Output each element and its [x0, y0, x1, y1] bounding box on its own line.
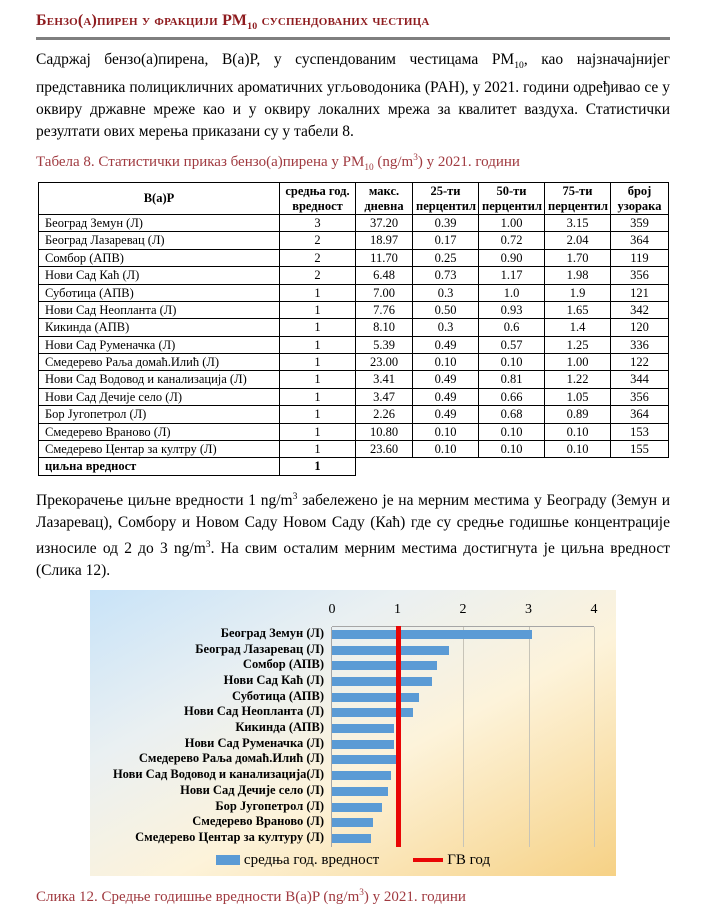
table-row [39, 336, 669, 353]
table-row [39, 371, 669, 388]
value-cell: 3.41 [356, 371, 413, 388]
after-table-paragraph [36, 486, 670, 582]
empty-cell [413, 458, 479, 475]
axis-tick-label: 3 [525, 601, 532, 617]
station-name-cell: Нови Сад Дечије село (Л) [39, 388, 280, 405]
value-cell: 0.81 [479, 371, 545, 388]
station-name-cell: Београд Лазаревац (Л) [39, 232, 280, 249]
figure-caption [36, 888, 670, 906]
gridline [594, 627, 595, 847]
target-label-cell: циљна вредност [39, 458, 280, 475]
legend-reference-item [413, 852, 490, 869]
value-cell: 0.73 [413, 267, 479, 284]
intro-text-end: , као најзначајнијег представника полицикличних ароматичних угљоводоника (PAH), у 2021. години одређивао се у оквиру државне мреже као и у оквиру локалних мрежа за квалитет ваздуха. Статистички резултати ових мерења приказани су у табели 8. [36, 51, 670, 141]
page-title-subscript: 10 [247, 21, 258, 33]
value-cell: 1.05 [545, 388, 611, 405]
empty-cell [545, 458, 611, 475]
value-cell: 0.39 [413, 215, 479, 232]
header-p25: 25-ти перцентил [413, 183, 479, 215]
value-cell: 0.89 [545, 406, 611, 423]
chart-bar-row [332, 768, 594, 784]
value-cell: 5.39 [356, 336, 413, 353]
after-table-text-3: . На свим осталим мерним местима достигнута је циљна вредност (Слика 12). [36, 539, 670, 579]
table-caption-mid: (ng/m [373, 154, 414, 171]
chart-category-label: Београд Лазаревац (Л) [195, 641, 324, 656]
value-cell: 1.25 [545, 336, 611, 353]
chart-category-label: Смедерево Центар за културу (Л) [135, 829, 324, 844]
chart-category-label: Нови Сад Руменачка (Л) [184, 735, 324, 750]
chart-category-label: Нови Сад Дечије село (Л) [180, 782, 324, 797]
table-caption-superscript: 3 [413, 153, 418, 164]
value-cell: 0.10 [413, 354, 479, 371]
value-cell: 2.26 [356, 406, 413, 423]
figure-caption-text: Слика 12. Средње годишње вредности B(a)P (ng/m [36, 888, 360, 905]
legend-series-item [216, 852, 379, 869]
value-cell: 0.49 [413, 388, 479, 405]
value-cell: 0.10 [545, 423, 611, 440]
page-title [36, 12, 670, 32]
chart-bar [332, 787, 388, 796]
value-cell: 0.6 [479, 319, 545, 336]
station-name-cell: Сомбор (АПВ) [39, 249, 280, 266]
chart-bar [332, 740, 394, 749]
chart-bar [332, 693, 419, 702]
table-row [39, 284, 669, 301]
value-cell: 2.04 [545, 232, 611, 249]
ngm3-superscript-1: 3 [292, 490, 298, 502]
value-cell: 120 [611, 319, 669, 336]
value-cell: 11.70 [356, 249, 413, 266]
chart-category-label: Кикинда (АПВ) [235, 720, 324, 735]
value-cell: 0.57 [479, 336, 545, 353]
value-cell: 1 [280, 423, 356, 440]
intro-paragraph [36, 49, 670, 143]
intro-text: Садржај бензо(а)пирена, B(a)P, у суспендованим честицама РМ [36, 51, 515, 69]
station-name-cell: Нови Сад Водовод и канализација (Л) [39, 371, 280, 388]
value-cell: 2 [280, 267, 356, 284]
empty-cell [479, 458, 545, 475]
value-cell: 359 [611, 215, 669, 232]
value-cell: 2 [280, 249, 356, 266]
value-cell: 1.00 [545, 354, 611, 371]
chart-bar [332, 630, 532, 639]
chart-bar-row [332, 643, 594, 659]
chart-category-label: Суботица (АПВ) [232, 688, 324, 703]
page-title-text: Бензо(а)пирен у фракцији РМ [36, 12, 248, 29]
value-cell: 1.17 [479, 267, 545, 284]
chart-bar-row [332, 627, 594, 643]
figure-caption-superscript: 3 [359, 887, 364, 898]
value-cell: 6.48 [356, 267, 413, 284]
legend-reference-label: ГВ год [447, 851, 491, 868]
value-cell: 1 [280, 354, 356, 371]
value-cell: 0.93 [479, 301, 545, 318]
value-cell: 0.66 [479, 388, 545, 405]
value-cell: 0.49 [413, 371, 479, 388]
value-cell: 364 [611, 406, 669, 423]
header-annual-mean: средња год. вредност [280, 183, 356, 215]
table-row [39, 267, 669, 284]
value-cell: 0.50 [413, 301, 479, 318]
chart-bar-row [332, 721, 594, 737]
chart-plot-area [332, 626, 594, 847]
value-cell: 119 [611, 249, 669, 266]
chart-bar-row [332, 690, 594, 706]
value-cell: 122 [611, 354, 669, 371]
chart-category-label: Сомбор (АПВ) [242, 657, 324, 672]
value-cell: 3.47 [356, 388, 413, 405]
station-name-cell: Смедерево Центар за култру (Л) [39, 440, 280, 457]
value-cell: 37.20 [356, 215, 413, 232]
value-cell: 23.00 [356, 354, 413, 371]
header-p50: 50-ти перцентил [479, 183, 545, 215]
table-caption [36, 153, 670, 173]
station-name-cell: Бор Југопетрол (Л) [39, 406, 280, 423]
value-cell: 3.15 [545, 215, 611, 232]
chart-category-label: Нови Сад Каћ (Л) [223, 673, 324, 688]
after-table-text-1: Прекорачење циљне вредности 1 ng/m [36, 491, 293, 509]
table-row [39, 406, 669, 423]
value-cell: 2 [280, 232, 356, 249]
value-cell: 1.22 [545, 371, 611, 388]
value-cell: 0.17 [413, 232, 479, 249]
value-cell: 10.80 [356, 423, 413, 440]
value-cell: 1.4 [545, 319, 611, 336]
value-cell: 0.3 [413, 284, 479, 301]
value-cell: 0.25 [413, 249, 479, 266]
value-cell: 1.70 [545, 249, 611, 266]
value-cell: 1 [280, 371, 356, 388]
station-name-cell: Смедерево Враново (Л) [39, 423, 280, 440]
value-cell: 121 [611, 284, 669, 301]
station-name-cell: Београд Земун (Л) [39, 215, 280, 232]
value-cell: 1.98 [545, 267, 611, 284]
chart-category-labels [90, 626, 324, 846]
chart-bar-row [332, 815, 594, 831]
legend-series-label: средња год. вредност [243, 851, 380, 868]
series-swatch-icon [216, 855, 240, 865]
header-bap: B(a)P [39, 183, 280, 215]
value-cell: 356 [611, 388, 669, 405]
header-samples: број узорака [611, 183, 669, 215]
station-name-cell: Нови Сад Каћ (Л) [39, 267, 280, 284]
empty-cell [611, 458, 669, 475]
value-cell: 155 [611, 440, 669, 457]
value-cell: 0.10 [479, 354, 545, 371]
value-cell: 0.10 [479, 440, 545, 457]
value-cell: 336 [611, 336, 669, 353]
value-cell: 1.00 [479, 215, 545, 232]
value-cell: 8.10 [356, 319, 413, 336]
chart-bar-row [332, 784, 594, 800]
chart-category-label: Нови Сад Неопланта (Л) [184, 704, 324, 719]
after-table-text-2: забележено је на мерним местима у Београду (Земун и Лазаревац), Сомбору и Новом Саду Новом Саду (Каћ) где су средње годишње концентрације износиле од 2 до 3 ng/m [36, 491, 670, 557]
chart-category-label: Бор Југопетрол (Л) [215, 798, 324, 813]
value-cell: 0.10 [413, 423, 479, 440]
reference-line [396, 626, 401, 847]
chart-category-label: Смедерево Враново (Л) [192, 814, 324, 829]
empty-cell [356, 458, 413, 475]
table-row [39, 388, 669, 405]
chart-bar-row [332, 705, 594, 721]
axis-tick-label: 0 [328, 601, 336, 617]
page-title-text-end: суспендованих честица [257, 12, 430, 29]
value-cell: 3 [280, 215, 356, 232]
value-cell: 0.49 [413, 406, 479, 423]
station-name-cell: Смедерево Раља домаћ.Илић (Л) [39, 354, 280, 371]
chart-category-label: Београд Земун (Л) [220, 625, 324, 640]
table-row [39, 232, 669, 249]
figure-caption-end: ) у 2021. години [363, 888, 466, 905]
value-cell: 0.72 [479, 232, 545, 249]
chart-bar [332, 677, 432, 686]
table-row [39, 423, 669, 440]
chart-bar-row [332, 800, 594, 816]
table-row [39, 319, 669, 336]
chart-bar-row [332, 658, 594, 674]
axis-tick-label: 4 [590, 601, 598, 617]
reference-line-swatch-icon [413, 858, 443, 862]
value-cell: 1 [280, 406, 356, 423]
chart-category-label: Нови Сад Водовод и канализација(Л) [112, 767, 324, 782]
value-cell: 1.9 [545, 284, 611, 301]
pm10-subscript: 10 [514, 60, 524, 72]
table-caption-text: Табела 8. Статистички приказ бензо(а)пирена у РМ [36, 154, 365, 171]
table-body [39, 215, 669, 476]
chart-bar [332, 771, 391, 780]
value-cell: 7.00 [356, 284, 413, 301]
value-cell: 1 [280, 336, 356, 353]
chart-x-axis [328, 601, 598, 622]
value-cell: 1.65 [545, 301, 611, 318]
chart-bar [332, 818, 373, 827]
value-cell: 356 [611, 267, 669, 284]
value-cell: 1 [280, 319, 356, 336]
ngm3-superscript-2: 3 [205, 538, 211, 550]
value-cell: 1 [280, 284, 356, 301]
table-caption-subscript: 10 [364, 163, 374, 174]
table-row [39, 440, 669, 457]
table-row [39, 301, 669, 318]
value-cell: 1 [280, 388, 356, 405]
chart-bar-row [332, 831, 594, 847]
table-caption-end: ) у 2021. години [417, 154, 520, 171]
table-row [39, 354, 669, 371]
value-cell: 1.0 [479, 284, 545, 301]
value-cell: 18.97 [356, 232, 413, 249]
station-name-cell: Кикинда (АПВ) [39, 319, 280, 336]
chart-bar [332, 803, 382, 812]
header-p75: 75-ти перцентил [545, 183, 611, 215]
value-cell: 153 [611, 423, 669, 440]
chart-bar [332, 724, 394, 733]
value-cell: 344 [611, 371, 669, 388]
header-max-daily: макс. дневна [356, 183, 413, 215]
chart-bar-row [332, 674, 594, 690]
chart-bar-row [332, 737, 594, 753]
value-cell: 23.60 [356, 440, 413, 457]
station-name-cell: Нови Сад Руменачка (Л) [39, 336, 280, 353]
value-cell: 342 [611, 301, 669, 318]
value-cell: 0.90 [479, 249, 545, 266]
station-name-cell: Нови Сад Неопланта (Л) [39, 301, 280, 318]
table-row [39, 249, 669, 266]
value-cell: 0.10 [413, 440, 479, 457]
bar-chart-figure [90, 590, 616, 876]
target-value-row [39, 458, 669, 475]
value-cell: 0.10 [479, 423, 545, 440]
value-cell: 364 [611, 232, 669, 249]
station-name-cell: Суботица (АПВ) [39, 284, 280, 301]
value-cell: 1 [280, 301, 356, 318]
target-value-cell: 1 [280, 458, 356, 475]
chart-bar [332, 755, 398, 764]
statistics-table [38, 182, 669, 475]
chart-bar [332, 646, 449, 655]
axis-tick-label: 2 [459, 601, 467, 617]
value-cell: 0.10 [545, 440, 611, 457]
table-row [39, 215, 669, 232]
chart-category-label: Смедерево Раља домаћ.Илић (Л) [138, 751, 324, 766]
title-rule [36, 37, 670, 40]
axis-tick-label: 1 [394, 601, 401, 617]
value-cell: 1 [280, 440, 356, 457]
chart-bar-row [332, 752, 594, 768]
value-cell: 7.76 [356, 301, 413, 318]
value-cell: 0.49 [413, 336, 479, 353]
value-cell: 0.3 [413, 319, 479, 336]
table-header-row [39, 183, 669, 215]
chart-bar [332, 661, 437, 670]
chart-bar [332, 708, 413, 717]
chart-legend [90, 852, 616, 869]
value-cell: 0.68 [479, 406, 545, 423]
